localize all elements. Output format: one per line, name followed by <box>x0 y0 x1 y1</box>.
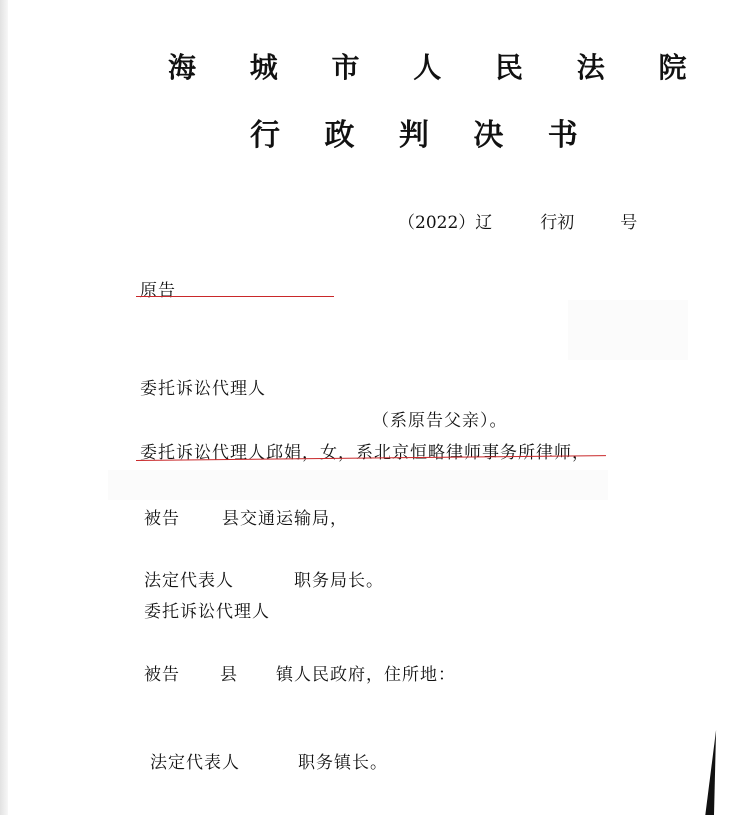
plaintiff-label: 原告 <box>140 281 176 301</box>
document-title: 行 政 判 决 书 <box>250 118 595 153</box>
defendant2-label: 被告 <box>144 665 180 685</box>
case-category: 行初 <box>540 213 575 233</box>
defendant1-rep-line <box>144 566 384 591</box>
case-year: （2022）辽 <box>398 213 493 233</box>
defendant1-rep-label: 法定代表人 <box>144 571 234 591</box>
scan-smudge <box>568 300 688 360</box>
scan-edge-mark <box>705 730 720 815</box>
court-name: 海 城 市 人 民 法 院 <box>168 51 709 84</box>
agent1-label: 委托诉讼代理人 <box>140 379 266 399</box>
defendant2-line <box>144 660 456 685</box>
defendant1-line <box>144 504 348 529</box>
defendant1-agent-label: 委托诉讼代理人 <box>144 602 270 622</box>
defendant1-label: 被告 <box>144 509 180 529</box>
defendant2-rep-line <box>150 748 388 773</box>
page-left-shadow <box>0 0 8 815</box>
plaintiff-underline <box>136 296 334 297</box>
document-page <box>8 0 746 815</box>
defendant2-name: 镇人民政府，住所地： <box>276 665 456 685</box>
defendant1-rep-title: 职务局长。 <box>294 571 384 591</box>
case-suffix: 号 <box>620 213 638 233</box>
case-number <box>398 208 637 233</box>
defendant2-rep-title: 职务镇长。 <box>298 753 388 773</box>
agent1-relation: （系原告父亲）。 <box>372 411 508 431</box>
defendant1-name: 县交通运输局， <box>222 509 348 529</box>
defendant2-county: 县 <box>220 665 238 685</box>
scan-smudge <box>108 470 608 500</box>
defendant2-rep-label: 法定代表人 <box>150 753 240 773</box>
agent2-text: 委托诉讼代理人邱娟，女，系北京恒略律师事务所律师， <box>140 443 590 463</box>
